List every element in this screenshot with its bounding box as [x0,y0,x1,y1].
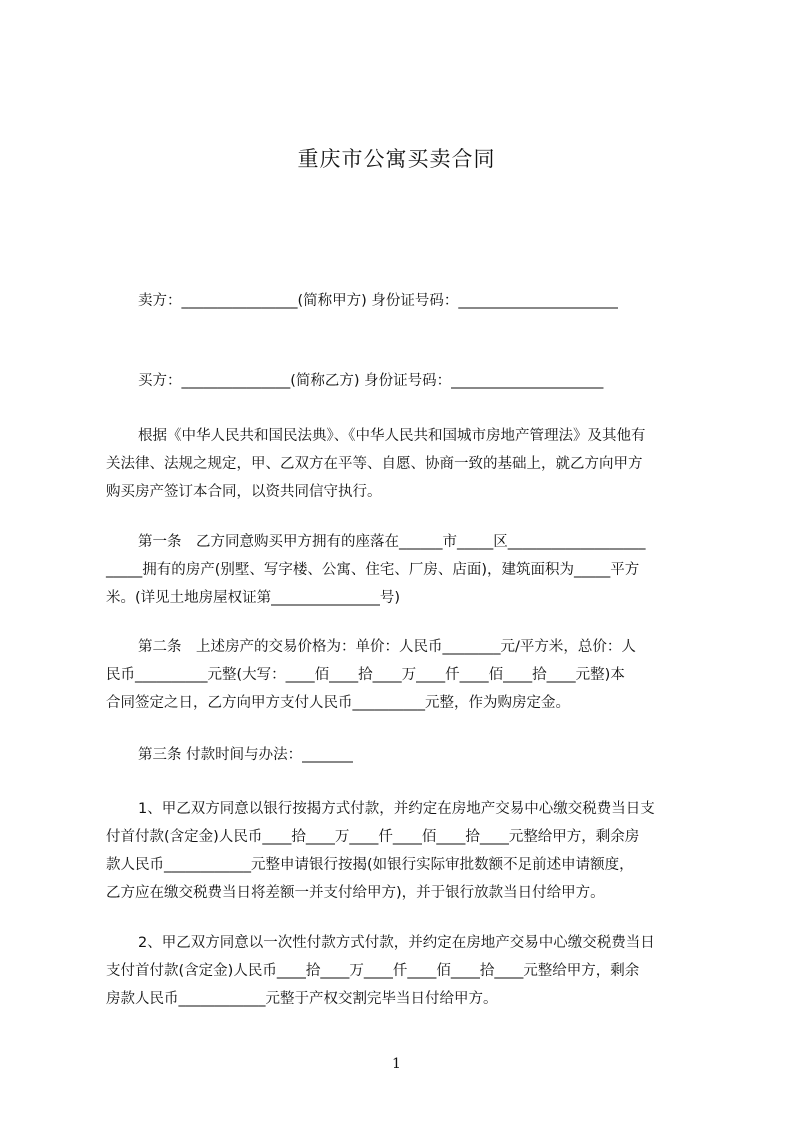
article-2-line-3: 合同签定之日，乙方向甲方支付人民币__________元整，作为购房定金。 [106,695,570,711]
article-1-line-3: 米。(详见土地房屋权证第_______________号) [106,590,401,606]
preamble-line-3: 购买房产签订本合同，以资共同信守执行。 [106,484,382,500]
page-number: 1 [392,1056,401,1072]
article-2-line-2: 民币__________元整(大写：____佰____拾____万____仟____佰____拾____元整)本 [106,667,625,683]
article-2-paragraph [106,633,706,717]
preamble-paragraph [106,422,706,506]
preamble-line-2: 关法律、法规之规定，甲、乙双方在平等、自愿、协商一致的基础上，就乙方向甲方 [106,456,643,472]
clause-2-line-2: 支付首付款(含定金)人民币____拾____万____仟____佰____拾____元整给甲方，剩余 [106,963,640,979]
article-1-line-1: 第一条 乙方同意购买甲方拥有的座落在______市_____区___________________ [138,534,646,550]
clause-1-line-4: 乙方应在缴交税费当日将差额一并支付给甲方)，并于银行放款当日付给甲方。 [106,885,605,901]
document-title: 重庆市公寓买卖合同 [297,147,496,171]
clause-2-line-3: 房款人民币____________元整于产权交割完毕当日付给甲方。 [106,991,498,1007]
article-1-line-2: _____拥有的房产(别墅、写字楼、公寓、住宅、厂房、店面)，建筑面积为_____平方 [106,562,640,578]
clause-2-line-1: 2、甲乙双方同意以一次性付款方式付款，并约定在房地产交易中心缴交税费当日 [138,935,655,951]
article-3-heading: 第三条 付款时间与办法：_______ [138,747,353,763]
clause-1-line-1: 1、甲乙双方同意以银行按揭方式付款，并约定在房地产交易中心缴交税费当日支 [138,801,655,817]
article-2-line-1: 第二条 上述房产的交易价格为：单价：人民币________元/平方米，总价：人 [138,639,636,655]
clause-1-line-2: 付首付款(含定金)人民币____拾____万____仟____佰____拾____元整给甲方，剩余房 [106,829,640,845]
clause-1-line-3: 款人民币____________元整申请银行按揭(如银行实际审批数额不足前述申请额度， [106,857,634,873]
clause-1-paragraph [106,795,706,907]
article-1-paragraph [106,528,706,612]
preamble-line-1: 根据《中华人民共和国民法典》、《中华人民共和国城市房地产管理法》及其他有 [138,428,646,444]
clause-2-paragraph [106,929,706,1013]
buyer-line: 买方：_______________(简称乙方) 身份证号码：_____________________ [138,373,604,389]
seller-line: 卖方：________________(简称甲方) 身份证号码：______________________ [138,293,618,309]
